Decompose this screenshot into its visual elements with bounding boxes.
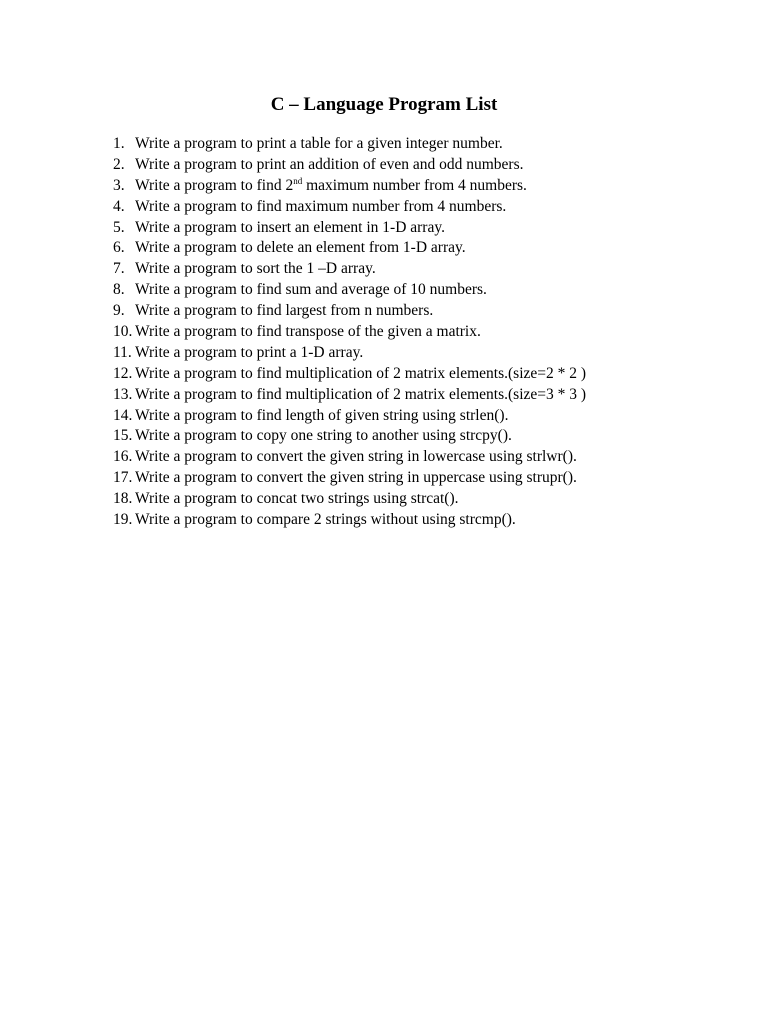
item-number: 17.	[113, 469, 133, 487]
item-number: 12.	[113, 364, 133, 382]
list-item	[113, 322, 733, 343]
list-item	[113, 197, 733, 218]
list-item	[113, 238, 733, 259]
list-item	[113, 218, 733, 239]
list-item	[113, 301, 733, 322]
list-item	[113, 489, 733, 510]
item-number: 16.	[113, 448, 133, 466]
page-title: C – Language Program List	[270, 94, 498, 115]
list-item	[113, 280, 733, 301]
item-number: 11.	[113, 343, 132, 361]
list-item	[113, 176, 733, 197]
item-number: 6.	[113, 239, 125, 257]
item-number: 5.	[113, 218, 125, 236]
item-number: 3.	[113, 176, 125, 194]
item-text: Write a program to find maximum number from 4 numbers.	[135, 197, 507, 215]
item-text: Write a program to compare 2 strings without using strcmp().	[135, 511, 516, 529]
item-number: 14.	[113, 406, 133, 424]
item-text	[135, 176, 527, 197]
item-number: 13.	[113, 385, 133, 403]
list-item	[113, 385, 733, 406]
item-text: Write a program to find transpose of the given a matrix.	[135, 323, 481, 341]
item-text-after: maximum number from 4 numbers.	[302, 176, 527, 194]
item-number: 4.	[113, 197, 125, 215]
list-item	[113, 510, 733, 531]
item-text: Write a program to find sum and average of 10 numbers.	[135, 281, 487, 299]
item-number: 18.	[113, 490, 133, 508]
item-text: Write a program to insert an element in 1-D array.	[135, 218, 445, 236]
item-text: Write a program to find multiplication of 2 matrix elements.(size=2 * 2 )	[135, 364, 587, 382]
item-text: Write a program to find length of given string using strlen().	[135, 406, 509, 424]
item-text: Write a program to print a table for a given integer number.	[135, 135, 503, 152]
list-item	[113, 155, 733, 176]
item-text: Write a program to delete an element from 1-D array.	[135, 239, 466, 257]
list-item	[113, 134, 733, 155]
list-item	[113, 447, 733, 468]
list-item	[113, 259, 733, 280]
item-text: Write a program to print a 1-D array.	[135, 343, 364, 361]
item-number: 19.	[113, 511, 133, 529]
list-item	[113, 468, 733, 489]
item-number: 2.	[113, 155, 125, 173]
item-text: Write a program to concat two strings using strcat().	[135, 490, 459, 508]
item-number: 9.	[113, 302, 125, 320]
program-list	[113, 134, 733, 531]
item-text: Write a program to copy one string to another using strcpy().	[135, 427, 512, 445]
item-text-before: Write a program to find 2	[135, 176, 294, 194]
item-superscript: nd	[293, 175, 303, 186]
list-item	[113, 406, 733, 427]
item-text: Write a program to find multiplication of 2 matrix elements.(size=3 * 3 )	[135, 385, 587, 403]
item-number: 15.	[113, 427, 133, 445]
item-text: Write a program to find largest from n numbers.	[135, 302, 434, 320]
item-number: 1.	[113, 135, 125, 152]
item-number: 10.	[113, 323, 133, 341]
list-item	[113, 426, 733, 447]
item-text: Write a program to convert the given string in lowercase using strlwr().	[135, 448, 577, 466]
list-item	[113, 343, 733, 364]
item-text: Write a program to print an addition of even and odd numbers.	[135, 155, 524, 173]
item-text: Write a program to sort the 1 –D array.	[135, 260, 376, 278]
item-number: 8.	[113, 281, 125, 299]
item-text: Write a program to convert the given string in uppercase using strupr().	[135, 469, 577, 487]
item-number: 7.	[113, 260, 125, 278]
list-item	[113, 364, 733, 385]
